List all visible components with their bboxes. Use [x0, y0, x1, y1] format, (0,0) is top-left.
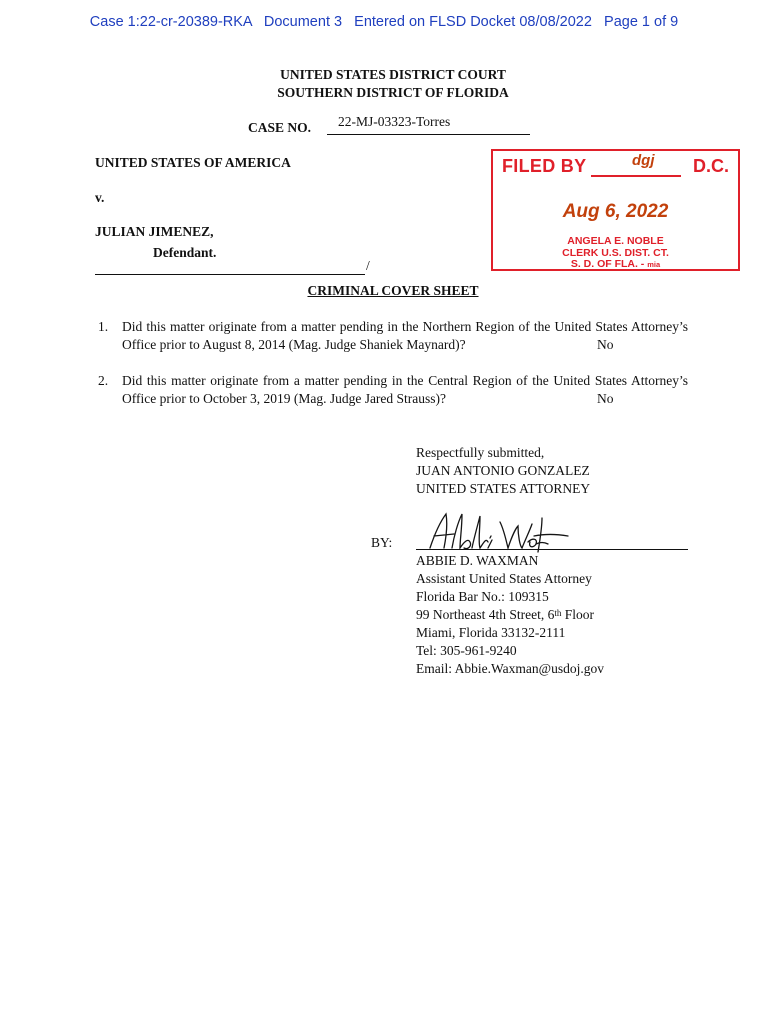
question-number: 2. [98, 373, 109, 388]
stamp-clerk-district: S. D. OF FLA. - mia [570, 258, 661, 270]
case-no-value: 22-MJ-03323-Torres [338, 114, 451, 129]
bar-number: Florida Bar No.: 109315 [416, 589, 549, 604]
case-no-label: CASE NO. [248, 120, 312, 135]
city-state-zip: Miami, Florida 33132-2111 [416, 625, 566, 640]
caption-divider [95, 274, 365, 275]
plaintiff-name: UNITED STATES OF AMERICA [95, 155, 291, 170]
stamp-clerk-title: CLERK U.S. DIST. CT. [562, 246, 669, 259]
defendant-name: JULIAN JIMENEZ, [95, 224, 214, 239]
stamp-clerk-block [493, 236, 738, 271]
court-name: UNITED STATES DISTRICT COURT [280, 67, 506, 82]
document-title: CRIMINAL COVER SHEET [307, 283, 479, 298]
stamp-division: mia [647, 260, 661, 269]
handwritten-signature [424, 508, 574, 554]
stamp-filed-by: FILED BY [502, 156, 587, 176]
case-no-underline [327, 134, 530, 135]
stamp-dc: D.C. [693, 156, 729, 176]
signer-contact-block [416, 552, 604, 678]
us-attorney-name: JUAN ANTONIO GONZALEZ [416, 463, 590, 478]
us-attorney-title: UNITED STATES ATTORNEY [416, 481, 591, 496]
question-text: Did this matter originate from a matter pending in the Central Region of the United States Attorney’s Office prior to October 3, 2019 (Mag. Judge Jared Strauss)? [122, 373, 688, 406]
question-number: 1. [98, 319, 109, 334]
signer-title: Assistant United States Attorney [416, 571, 592, 586]
question-answer: No [597, 391, 614, 406]
closing-text: Respectfully submitted, [416, 445, 545, 460]
stamp-clerk-name: ANGELA E. NOBLE [567, 235, 664, 247]
signature-closing [416, 444, 590, 498]
versus-label: v. [95, 190, 105, 205]
signer-name: ABBIE D. WAXMAN [416, 553, 539, 568]
question-answer: No [597, 337, 614, 352]
email: Email: Abbie.Waxman@usdoj.gov [416, 661, 604, 676]
stamp-date: Aug 6, 2022 [562, 201, 669, 222]
clerk-filed-stamp [491, 149, 740, 271]
by-label: BY: [371, 535, 393, 550]
question-2 [98, 372, 698, 412]
signature-line [416, 549, 688, 550]
telephone: Tel: 305-961-9240 [416, 643, 517, 658]
question-1 [98, 318, 698, 358]
stamp-initials: dgj [632, 152, 655, 169]
stamp-signature-line [591, 175, 681, 177]
docket-header: Case 1:22-cr-20389-RKA Document 3 Entered on FLSD Docket 08/08/2022 Page 1 of 9 [89, 14, 679, 30]
caption-slash: / [366, 258, 370, 273]
street-address: 99 Northeast 4th Street, 6th Floor [416, 607, 595, 622]
defendant-label: Defendant. [153, 245, 217, 260]
district-name: SOUTHERN DISTRICT OF FLORIDA [277, 85, 509, 100]
question-text: Did this matter originate from a matter pending in the Northern Region of the United States Attorney’s Office prior to August 8, 2014 (Mag. Judge Shaniek Maynard)? [122, 319, 688, 352]
court-heading [0, 66, 768, 102]
